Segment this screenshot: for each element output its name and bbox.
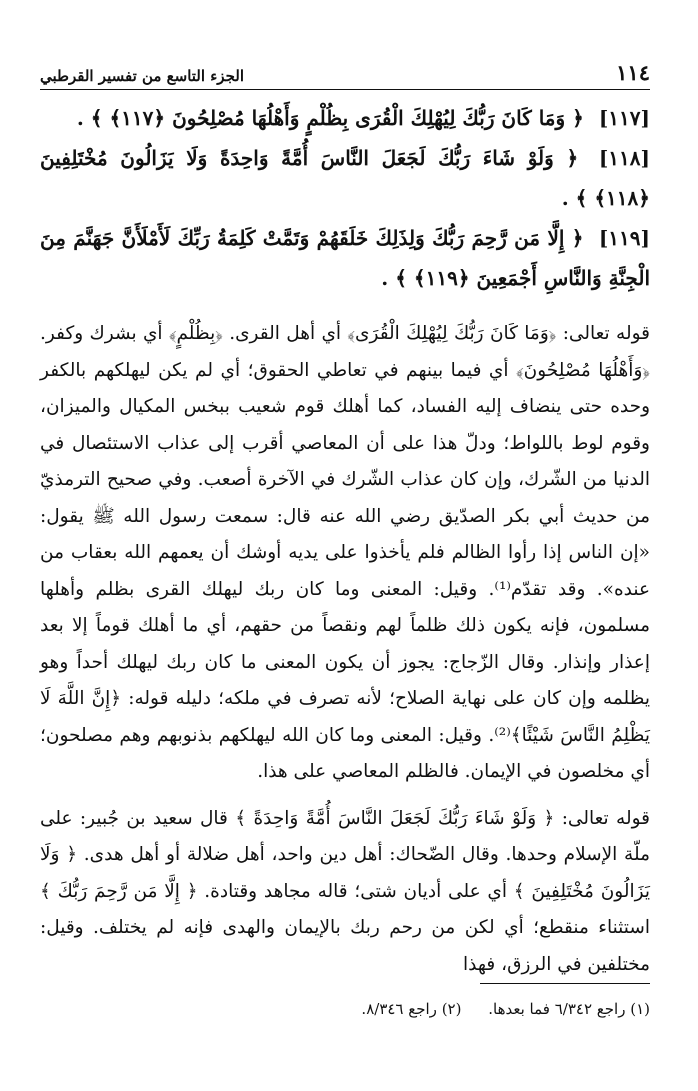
page-number: ١١٤ — [616, 60, 650, 85]
verse-text: ﴿ وَمَا كَانَ رَبُّكَ لِيُهْلِكَ الْقُرَى بِظُلْمٍ وَأَهْلُهَا مُصْلِحُونَ ﴿١١٧﴾ ﴾ . — [76, 106, 584, 130]
footnotes — [40, 983, 650, 1018]
verse-118 — [40, 138, 650, 218]
verse-number: [١١٧] — [598, 106, 650, 130]
footnote-line — [40, 1000, 650, 1018]
verse-number: [١١٩] — [598, 226, 650, 250]
running-title: الجزء التاسع من تفسير القرطبي — [40, 67, 244, 85]
footnote-divider — [480, 983, 650, 984]
commentary-paragraph: قوله تعالى: ﴿وَمَا كَانَ رَبُّكَ لِيُهْلِكَ الْقُرَى﴾ أي أهل القرى. ﴿بِظُلْمٍ﴾ أي بشرك وكفر. ﴿وَأَهْلُهَا مُصْلِحُونَ﴾ أي فيما بينهم في تعاطي الحقوق؛ أي لم يكن ليهلكهم بالكفر وحده حتى ينضاف إليه الفساد، كما أهلك قوم شعيب ببخس المكيال والميزان، وقوم لوط باللواط؛ ودلّ هذا على أن المعاصي أقرب إلى عذاب الاستئصال في الدنيا من الشّرك، وإن كان عذاب الشّرك في الآخرة أصعب. وفي صحيح الترمذيّ من حديث أبي بكر الصدّيق رضي الله عنه قال: سمعت رسول الله ﷺ يقول: «إن الناس إذا رأوا الظالم فلم يأخذوا على يديه أوشك أن يعمهم الله بعقاب من عنده». وقد تقدّم⁽¹⁾. وقيل: المعنى وما كان ربك ليهلك القرى بظلم وأهلها مسلمون، فإنه يكون ذلك ظلماً لهم ونقصاً من حقهم، أي ما أهلك قوماً إلا بعد إعذار وإنذار. وقال الزّجاج: يجوز أن يكون المعنى ما كان ربك ليهلك أحداً وهو يظلمه وإن كان على نهاية الصلاح؛ لأنه تصرف في ملكه؛ دليله قوله: ﴿إِنَّ اللَّهَ لَا يَظْلِمُ النَّاسَ شَيْئًا﴾⁽²⁾. وقيل: المعنى وما كان الله ليهلكهم بذنوبهم وهم مصلحون؛ أي مخلصون في الإيمان. فالظلم المعاصي على هذا. — [40, 323, 650, 782]
verse-117 — [40, 98, 650, 138]
verse-number: [١١٨] — [598, 146, 650, 170]
verse-119 — [40, 218, 650, 298]
verse-text: ﴿ وَلَوْ شَاءَ رَبُّكَ لَجَعَلَ النَّاسَ أُمَّةً وَاحِدَةً وَلَا يَزَالُونَ مُخْتَلِفِينَ ﴿١١٨﴾ ﴾ . — [40, 146, 650, 210]
footnote-1: (١) راجع ٦/٣٤٢ فما بعدها. — [488, 1000, 650, 1018]
quran-verses — [40, 98, 650, 298]
footnote-2: (٢) راجع ٨/٣٤٦. — [361, 1000, 462, 1018]
commentary-body — [40, 316, 650, 983]
verse-text: ﴿ إِلَّا مَن رَّحِمَ رَبُّكَ وَلِذَلِكَ خَلَقَهُمْ وَتَمَّتْ كَلِمَةُ رَبِّكَ لَأَمْلَأَنَّ جَهَنَّمَ مِنَ الْجِنَّةِ وَالنَّاسِ أَجْمَعِينَ ﴿١١٩﴾ ﴾ . — [40, 226, 650, 290]
commentary-paragraph: قوله تعالى: ﴿ وَلَوْ شَاءَ رَبُّكَ لَجَعَلَ النَّاسَ أُمَّةً وَاحِدَةً ﴾ قال سعيد بن جُبير: على ملّة الإسلام وحدها. وقال الضّحاك: أهل دين واحد، أهل ضلالة أو أهل هدى. ﴿ وَلَا يَزَالُونَ مُخْتَلِفِينَ ﴾ أي على أديان شتى؛ قاله مجاهد وقتادة. ﴿ إِلَّا مَن رَّحِمَ رَبُّكَ ﴾ استثناء منقطع؛ أي لكن من رحم ربك بالإيمان والهدى فإنه لم يختلف. وقيل: مختلفين في الرزق، فهذا — [40, 807, 650, 975]
page-header — [40, 60, 650, 90]
